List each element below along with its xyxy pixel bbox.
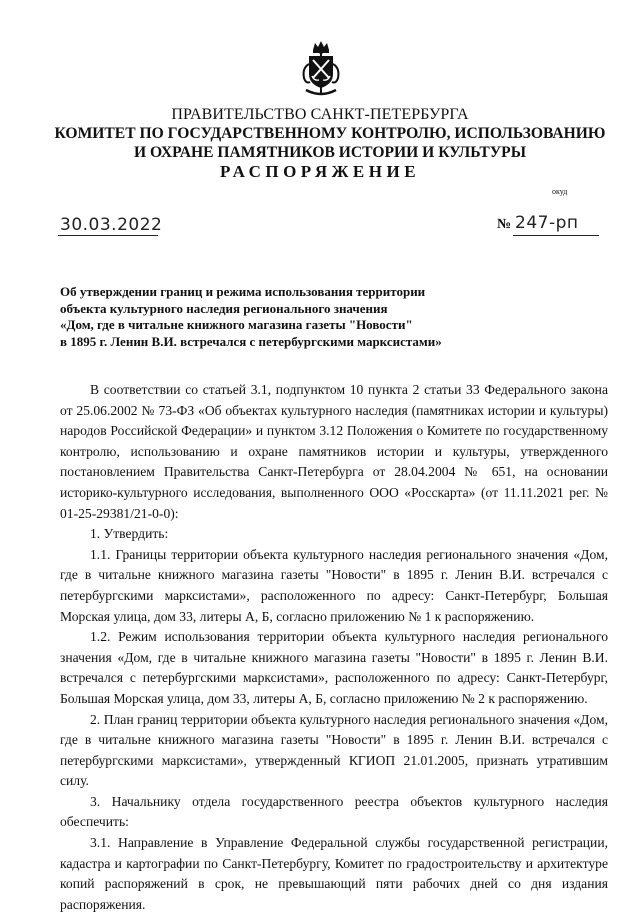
document-body (60, 380, 608, 915)
body-paragraph: 1. Утвердить: (90, 526, 169, 542)
body-paragraph: 1.2. Режим использования территории объекта культурного наследия регионального значения «Дом, где в читальне книжного магазина газеты "Новости" в 1895 г. Ленин В.И. встречался с петербургскими марксистами», расположенного по адресу: Санкт-Петербург, Большая Морская улица, дом 33, литеры А, Б, согласно приложению № 2 к распоряжению. (60, 629, 608, 706)
document-number-label: № (497, 217, 512, 232)
number-underline (513, 235, 599, 236)
document-title (60, 284, 442, 351)
body-paragraph: 1.1. Границы территории объекта культурного наследия регионального значения «Дом, где в читальне книжного магазина газеты "Новости" в 1895 г. Ленин В.И. встречался с петербургскими марксистами», расположенного по адресу: Санкт-Петербург, Большая Морская улица, дом 33, литеры А, Б, согласно приложению № 1 к распоряжению. (60, 546, 608, 624)
body-paragraph: 2. План границ территории объекта культурного наследия регионального значения «Дом, где в читальне книжного магазина газеты "Новости" в 1895 г. Ленин В.И. встречался с петербургскими марксистами», утвержденный КГИОП 21.01.2005, признать утратившим силу. (60, 711, 608, 789)
title-line: Об утверждении границ и режима использования территории (60, 284, 426, 299)
committee-name (0, 124, 640, 162)
committee-name-line1: КОМИТЕТ ПО ГОСУДАРСТВЕННОМУ КОНТРОЛЮ, ИСПОЛЬЗОВАНИЮ (54, 125, 606, 142)
document-number: 247-рп (515, 213, 579, 233)
body-paragraph: 3.1. Направление в Управление Федеральной службы государственной регистрации, кадастра и картографии по Санкт-Петербургу, Комитет по градостроительству и архитектуре копий распоряжений в срок, не превышающий пяти рабочих дней со дня издания распоряжения. (60, 835, 608, 912)
coat-of-arms-emblem-icon (300, 38, 342, 100)
body-paragraph: В соответствии со статьей 3.1, подпунктом 10 пункта 2 статьи 33 Федерального закона от 25.06.2002 № 73-ФЗ «Об объектах культурного наследия (памятниках истории и культуры) народов Российской Федерации» и пунктом 3.12 Положения о Комитете по государственному контролю, использованию и охране памятников истории и культуры, утвержденного постановлением Правительства Санкт-Петербурга от 28.04.2004 № 651, на основании историко-культурного исследования, выполненного ООО «Росскарта» (от 11.11.2021 рег. № 01-25-29381/21-0-0): (60, 382, 608, 521)
body-paragraph: 3. Начальнику отдела государственного реестра объектов культурного наследия обеспечить: (60, 793, 608, 830)
document-date: 30.03.2022 (60, 215, 163, 235)
okud-label: окуд (552, 187, 568, 196)
date-underline (58, 235, 158, 236)
title-line: объекта культурного наследия регионального значения (60, 300, 388, 316)
title-line: «Дом, где в читальне книжного магазина газеты "Новости" (60, 317, 413, 333)
document-type: РАСПОРЯЖЕНИЕ (219, 162, 421, 181)
title-line: в 1895 г. Ленин В.И. встречался с петербургскими марксистами» (60, 334, 442, 350)
committee-name-line2: И ОХРАНЕ ПАМЯТНИКОВ ИСТОРИИ И КУЛЬТУРЫ (133, 144, 527, 161)
government-name: ПРАВИТЕЛЬСТВО САНКТ-ПЕТЕРБУРГА (171, 106, 469, 123)
